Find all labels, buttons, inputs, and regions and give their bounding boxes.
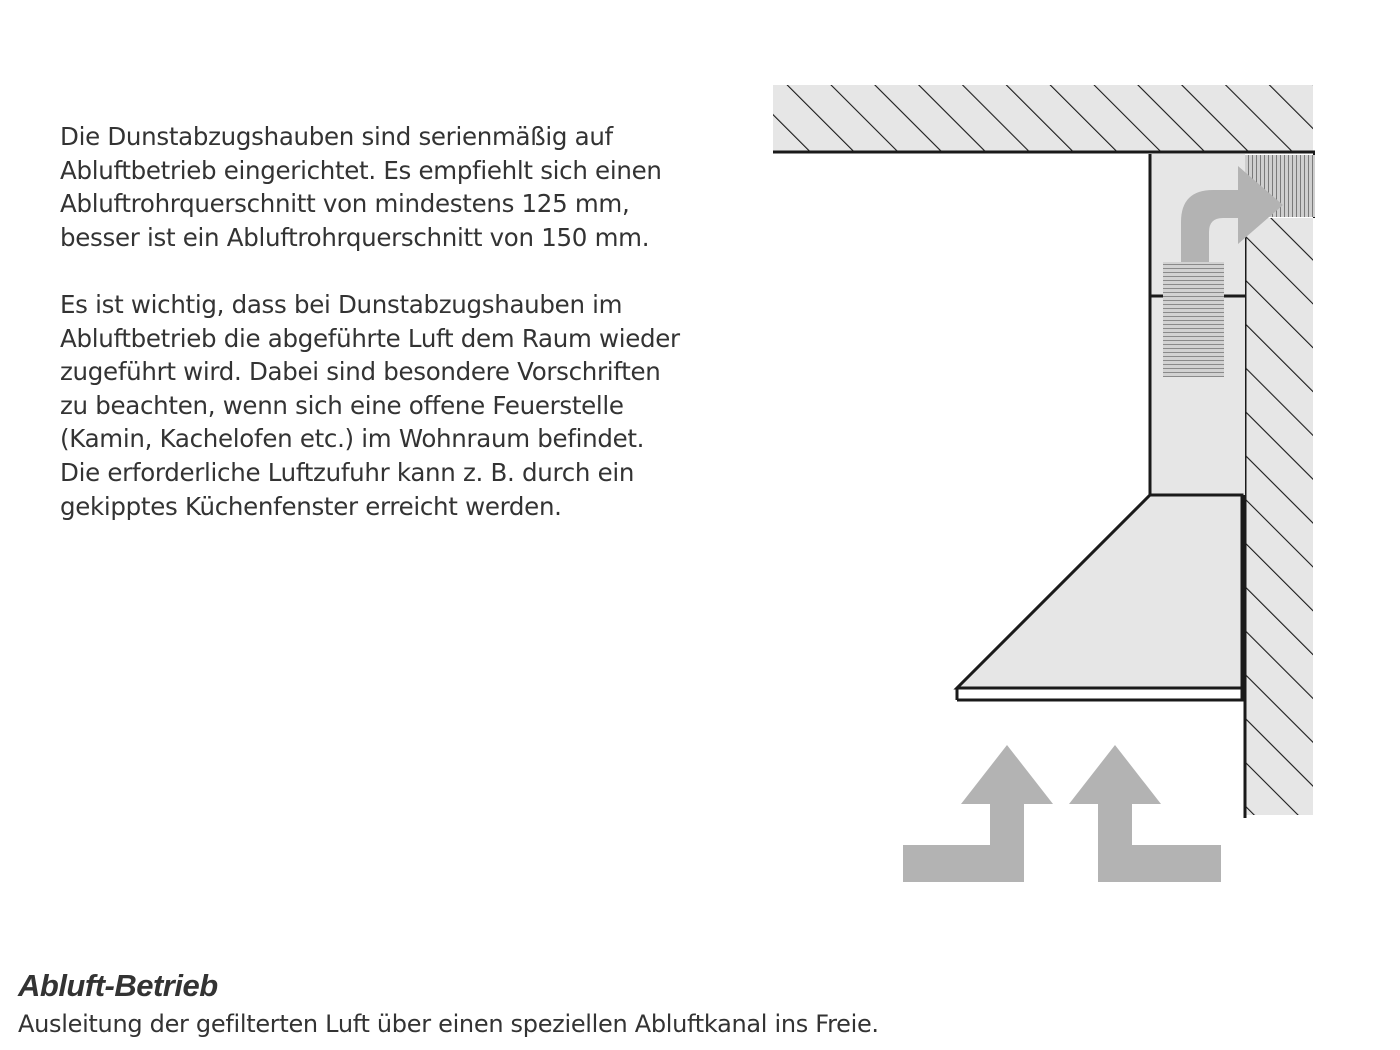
intro-line: besser ist ein Abluftrohrquerschnitt von 150 mm. (60, 222, 650, 252)
notice-line: Es ist wichtig, dass bei Dunstabzugshauben im (60, 290, 623, 319)
notice-line: gekipptes Küchenfenster erreicht werden. (60, 491, 562, 521)
caption-title: Abluft-Betrieb (18, 968, 218, 1003)
notice-line: zu beachten, wenn sich eine offene Feuerstelle (60, 390, 624, 420)
ceiling (773, 85, 1315, 152)
intro-line: Die Dunstabzugshauben sind serienmäßig auf (60, 122, 613, 151)
notice-line: Die erforderliche Luftzufuhr kann z. B. durch ein (60, 457, 635, 487)
intro-line: Abluftbetrieb eingerichtet. Es empfiehlt sich einen (60, 155, 662, 185)
notice-line: zugeführt wird. Dabei sind besondere Vorschriften (60, 357, 661, 387)
notice-line: Abluftbetrieb die abgeführte Luft dem Raum wieder (60, 323, 680, 353)
notice-line: (Kamin, Kachelofen etc.) im Wohnraum befindet. (60, 424, 645, 454)
caption-description: Ausleitung der gefilterten Luft über einen speziellen Abluftkanal ins Freie. (18, 1010, 879, 1038)
exhaust-pipe (1163, 262, 1224, 377)
wall (1245, 152, 1315, 818)
air-intake-up-arrow-icon (903, 745, 1053, 882)
extractor-hood (957, 495, 1244, 700)
intro-line: Abluftrohrquerschnitt von mindestens 125 mm, (60, 189, 630, 219)
air-intake-up-arrow-icon (1069, 745, 1221, 882)
